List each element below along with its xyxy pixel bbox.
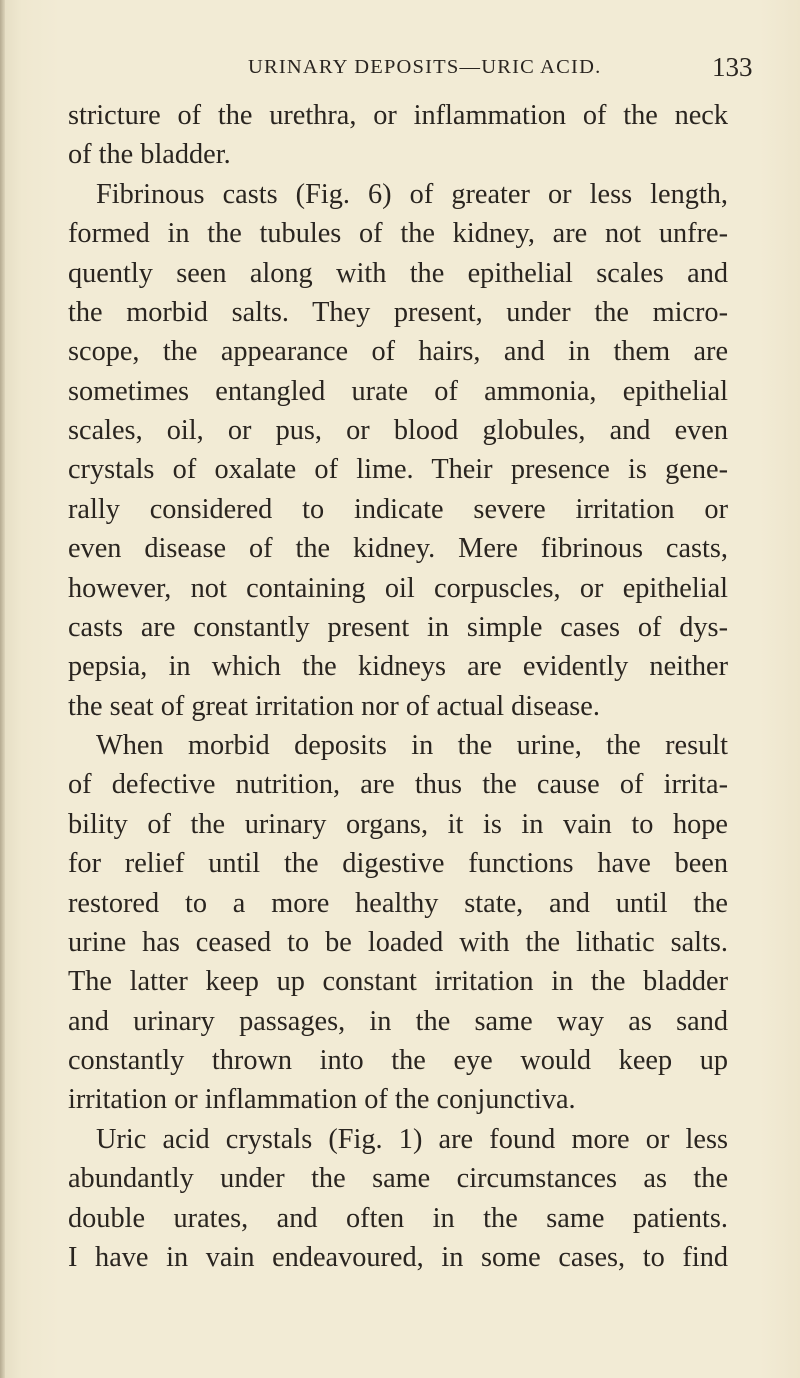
text-line: urine has ceased to be loaded with the lithatic salts. xyxy=(68,926,728,958)
text-line: constantly thrown into the eye would keep up xyxy=(68,1045,728,1076)
text-line: The latter keep up constant irritation in the bladder xyxy=(68,966,728,998)
text-line: bility of the urinary organs, it is in vain to hope xyxy=(68,808,728,840)
text-line: quently seen along with the epithelial scales and xyxy=(68,257,728,289)
text-line: sometimes entangled urate of ammonia, epithelial xyxy=(68,375,728,407)
text-line: scales, oil, or pus, or blood globules, and even xyxy=(68,415,728,446)
text-line: crystals of oxalate of lime. Their presence is gene- xyxy=(68,454,728,486)
text-line: double urates, and often in the same patients. xyxy=(68,1202,728,1234)
page-gutter-edge xyxy=(0,0,5,1378)
paragraph-start-line: Uric acid crystals (Fig. 1) are found more or less xyxy=(96,1123,728,1155)
text-line: pepsia, in which the kidneys are evidently neither xyxy=(68,651,728,683)
text-line: casts are constantly present in simple cases of dys- xyxy=(68,611,728,643)
text-line: for relief until the digestive functions have been xyxy=(68,848,728,880)
text-line: abundantly under the same circumstances as the xyxy=(68,1163,728,1195)
paragraph-start-line: Fibrinous casts (Fig. 6) of greater or less length, xyxy=(96,178,728,210)
text-line: of the bladder. xyxy=(68,139,231,171)
text-line: stricture of the urethra, or inflammation of the neck xyxy=(68,100,728,131)
body-text xyxy=(68,96,728,1277)
page-number: 133 xyxy=(712,52,753,82)
text-line: the seat of great irritation nor of actual disease. xyxy=(68,690,600,722)
running-head: URINARY DEPOSITS—URIC ACID. xyxy=(248,56,602,78)
text-line: formed in the tubules of the kidney, are not unfre- xyxy=(68,218,728,250)
paragraph-start-line: When morbid deposits in the urine, the result xyxy=(96,730,728,761)
text-line: and urinary passages, in the same way as sand xyxy=(68,1005,728,1037)
text-line: however, not containing oil corpuscles, or epithelial xyxy=(68,572,728,604)
text-line: scope, the appearance of hairs, and in them are xyxy=(68,336,728,368)
text-line: restored to a more healthy state, and until the xyxy=(68,887,728,919)
text-line: irritation or inflammation of the conjunctiva. xyxy=(68,1084,576,1116)
text-line: I have in vain endeavoured, in some cases, to find xyxy=(68,1241,728,1273)
text-line: the morbid salts. They present, under the micro- xyxy=(68,296,728,328)
text-line: rally considered to indicate severe irritation or xyxy=(68,493,728,525)
text-line: of defective nutrition, are thus the cause of irrita- xyxy=(68,769,728,801)
text-line: even disease of the kidney. Mere fibrinous casts, xyxy=(68,533,728,565)
